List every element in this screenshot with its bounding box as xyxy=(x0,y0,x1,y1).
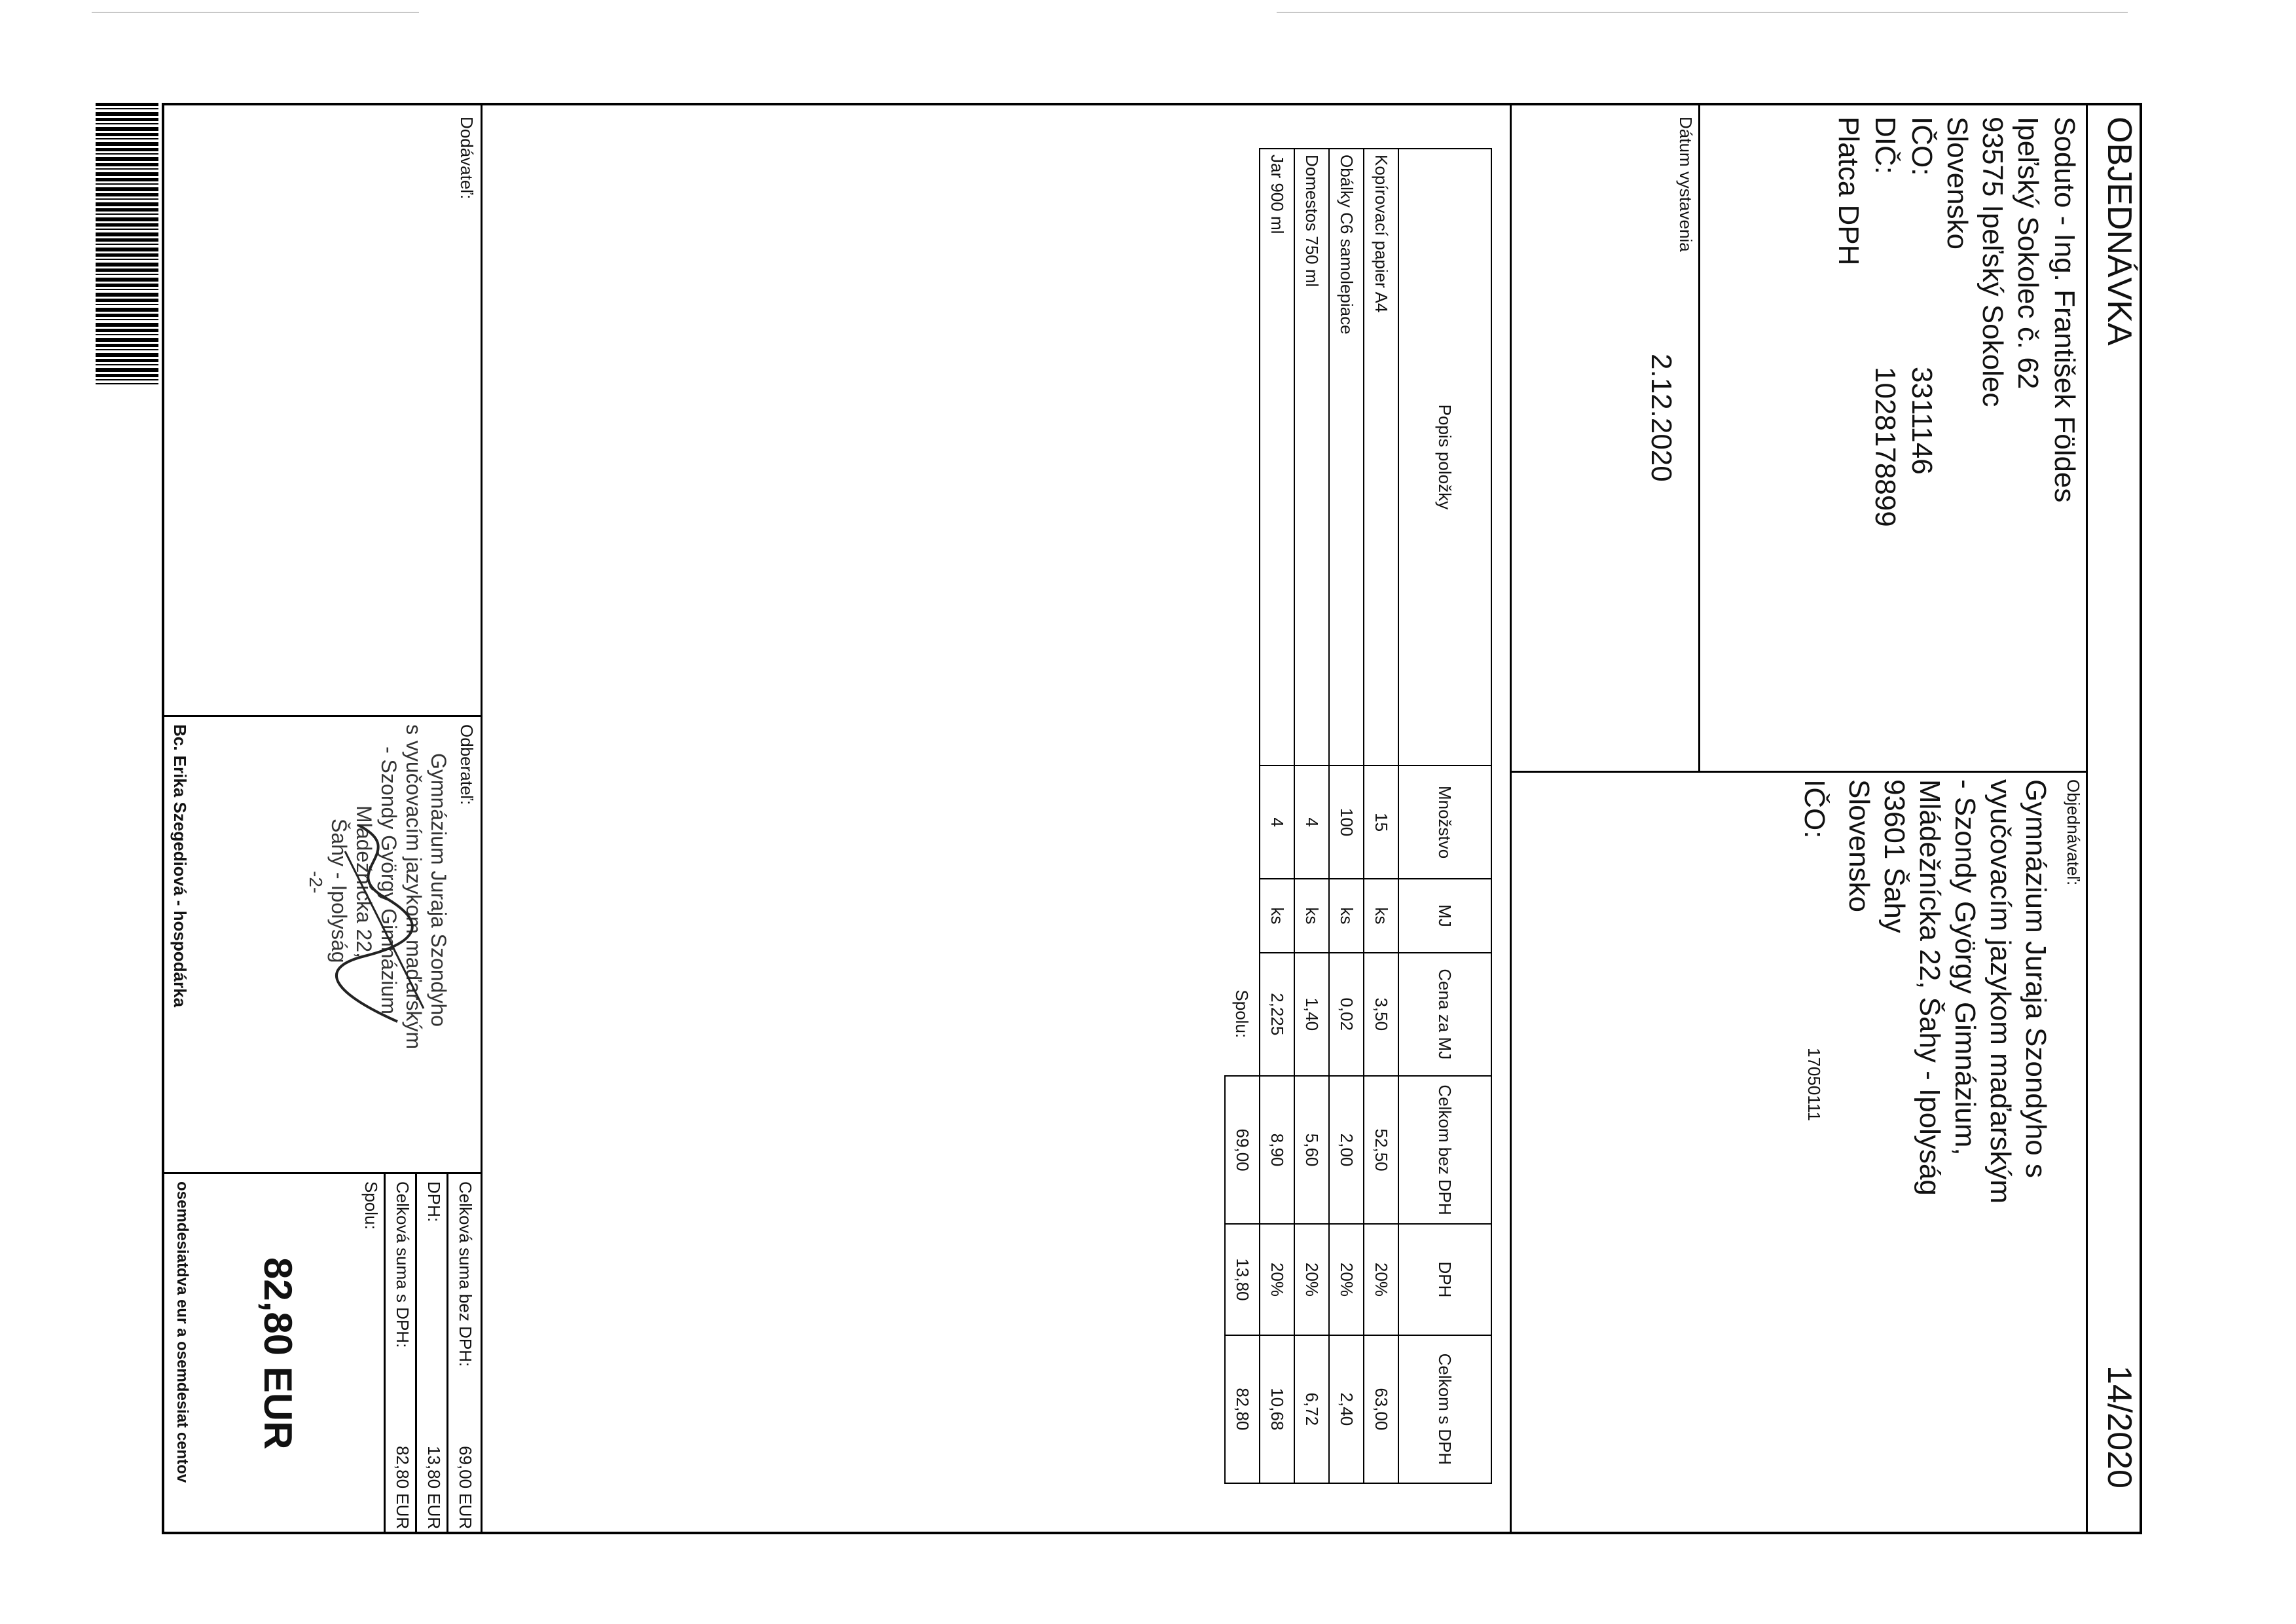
item-quantity: 4 xyxy=(1260,766,1294,879)
totals-row-divider xyxy=(446,1172,448,1534)
grand-total-label: Spolu: xyxy=(361,1181,381,1230)
stamp-line: Gymnázium Juraja Szondyho xyxy=(427,753,450,1027)
item-unit: ks xyxy=(1294,879,1329,952)
item-description: Obálky C6 samolepiace xyxy=(1329,149,1364,766)
header-total-excl-vat: Celkom bez DPH xyxy=(1398,1076,1491,1224)
grand-total-words: osemdesiatdva eur a osemdesiat centov xyxy=(173,1181,191,1483)
document-number: 14/2020 xyxy=(2100,1365,2138,1488)
item-total-excl-vat: 2,00 xyxy=(1329,1076,1364,1224)
header-total-incl-vat: Celkom s DPH xyxy=(1398,1335,1491,1483)
buyer-ico-label: IČO: xyxy=(1798,779,1831,839)
table-row xyxy=(1364,149,1398,1483)
issue-date: 2.12.2020 xyxy=(1645,354,1677,482)
sum-vat: 13,80 xyxy=(1225,1224,1260,1335)
total-excl-vat-label: Celková suma bez DPH: xyxy=(456,1181,475,1367)
supplier-vat-payer: Platca DPH xyxy=(1832,117,1865,266)
footer-divider-1 xyxy=(162,715,483,717)
item-total-incl-vat: 6,72 xyxy=(1294,1335,1329,1483)
handwritten-signature xyxy=(319,812,437,1035)
vat-label: DPH: xyxy=(424,1181,444,1223)
items-sum-row xyxy=(1225,149,1260,1483)
buyer-line: Gymnázium Juraja Szondyho s xyxy=(2020,779,2052,1178)
item-unit: ks xyxy=(1260,879,1294,952)
item-vat: 20% xyxy=(1294,1224,1329,1335)
total-incl-vat-label: Celková suma s DPH: xyxy=(393,1181,412,1348)
customer-signature-label: Odberateľ: xyxy=(457,724,477,805)
totals-row-divider xyxy=(384,1172,386,1534)
sum-total-incl-vat: 82,80 xyxy=(1225,1335,1260,1483)
supplier-ico: 3311146 xyxy=(1906,367,1938,475)
items-header-row xyxy=(1398,149,1491,1483)
stamp-line: - Szondy György Gimnázium xyxy=(377,747,401,1015)
header-description: Popis položky xyxy=(1398,149,1491,766)
buyer-line: Slovensko xyxy=(1843,779,1875,913)
item-unit-price: 2,225 xyxy=(1260,953,1294,1076)
supplier-country: Slovensko xyxy=(1941,117,1973,250)
item-description: Domestos 750 ml xyxy=(1294,149,1329,766)
item-vat: 20% xyxy=(1260,1224,1294,1335)
item-unit: ks xyxy=(1364,879,1398,952)
document-title: OBJEDNÁVKA xyxy=(2100,117,2138,346)
header-divider xyxy=(2086,103,2088,1534)
buyer-line: - Szondy György Gimnázium, xyxy=(1949,779,1981,1156)
footer-divider xyxy=(481,103,483,1534)
header-unit-price: Cena za MJ xyxy=(1398,953,1491,1076)
header-vat: DPH xyxy=(1398,1224,1491,1335)
item-total-incl-vat: 2,40 xyxy=(1329,1335,1364,1483)
item-quantity: 4 xyxy=(1294,766,1329,879)
signer-name: Bc. Erika Szegediová - hospodárka xyxy=(170,724,190,1008)
date-divider-bottom xyxy=(1510,103,1512,1534)
item-total-incl-vat: 10,68 xyxy=(1260,1335,1294,1483)
header-quantity: Množstvo xyxy=(1398,766,1491,879)
item-unit: ks xyxy=(1329,879,1364,952)
grand-total-value: 82,80 EUR xyxy=(256,1257,300,1450)
supplier-dic-label: DIČ: xyxy=(1869,117,1901,174)
sum-label: Spolu: xyxy=(1232,989,1252,1039)
buyer-label: Objednávateľ: xyxy=(2064,779,2083,886)
totals-row-divider xyxy=(415,1172,417,1534)
total-incl-vat-value: 82,80 EUR xyxy=(393,1446,412,1530)
table-row xyxy=(1329,149,1364,1483)
item-total-excl-vat: 52,50 xyxy=(1364,1076,1398,1224)
supplier-ico-label: IČO: xyxy=(1906,117,1938,176)
item-quantity: 100 xyxy=(1329,766,1364,879)
buyer-line: 93601 Šahy xyxy=(1878,779,1910,933)
stamp-line: Šahy - Ipolyság xyxy=(327,819,351,963)
stamp-line: -2- xyxy=(306,871,326,894)
table-row xyxy=(1294,149,1329,1483)
item-unit-price: 3,50 xyxy=(1364,953,1398,1076)
date-divider-top xyxy=(1698,103,1700,772)
buyer-line: vyučovacím jazykom maďarským xyxy=(1984,779,2016,1204)
item-unit-price: 0,02 xyxy=(1329,953,1364,1076)
header-unit: MJ xyxy=(1398,879,1491,952)
party-divider xyxy=(1512,771,2088,773)
supplier-street: Ipeľský Sokolec č. 62 xyxy=(2012,117,2044,390)
footer-divider-2 xyxy=(162,1172,483,1174)
stamp-line: Mládežnícka 22, xyxy=(352,805,376,959)
supplier-signature-label: Dodávateľ: xyxy=(457,117,477,200)
item-description: Jar 900 ml xyxy=(1260,149,1294,766)
sum-total-excl-vat: 69,00 xyxy=(1225,1076,1260,1224)
supplier-name: Soduto - Ing. František Földes xyxy=(2049,117,2081,503)
item-vat: 20% xyxy=(1364,1224,1398,1335)
supplier-dic: 1028178899 xyxy=(1869,367,1901,527)
table-row xyxy=(1260,149,1294,1483)
item-quantity: 15 xyxy=(1364,766,1398,879)
item-total-excl-vat: 8,90 xyxy=(1260,1076,1294,1224)
buyer-line: Mládežnícka 22, Šahy - Ipolyság xyxy=(1914,779,1946,1196)
item-description: Kopírovací papier A4 xyxy=(1364,149,1398,766)
barcode xyxy=(96,103,158,384)
item-unit-price: 1,40 xyxy=(1294,953,1329,1076)
item-total-incl-vat: 63,00 xyxy=(1364,1335,1398,1483)
item-vat: 20% xyxy=(1329,1224,1364,1335)
supplier-city: 93575 Ipeľský Sokolec xyxy=(1977,117,2009,407)
buyer-ico: 17050111 xyxy=(1804,1048,1824,1121)
vat-value: 13,80 EUR xyxy=(424,1446,444,1530)
stamp-line: s vyučovacím jazykom maďarským xyxy=(402,724,426,1050)
item-total-excl-vat: 5,60 xyxy=(1294,1076,1329,1224)
total-excl-vat-value: 69,00 EUR xyxy=(456,1446,475,1530)
issue-date-label: Dátum vystavenia xyxy=(1676,117,1696,252)
items-table xyxy=(1224,148,1492,1484)
